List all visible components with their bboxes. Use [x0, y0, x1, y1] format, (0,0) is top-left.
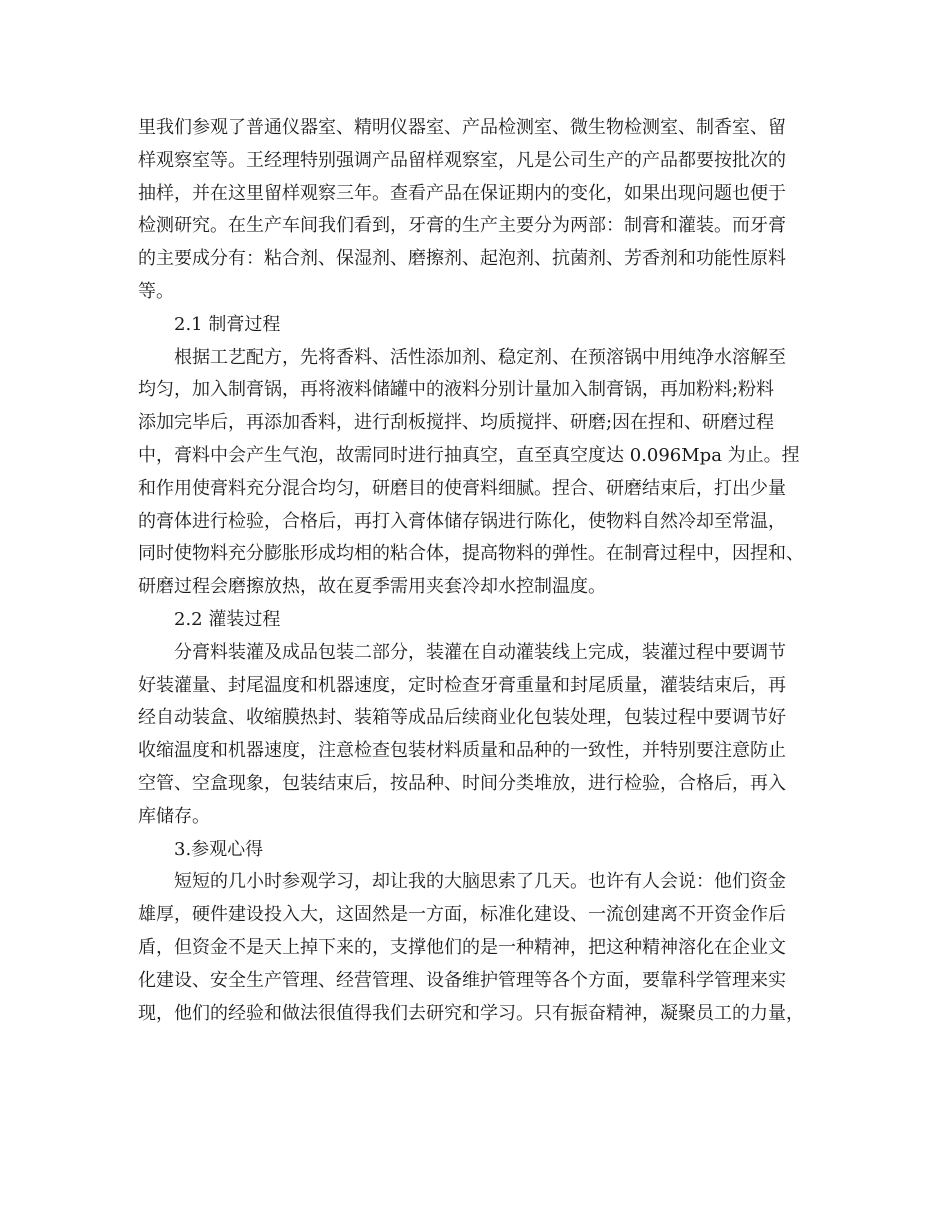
text-line: 雄厚，硬件建设投入大，这固然是一方面，标准化建设、一流创建离不开资金作后	[138, 904, 786, 926]
text-line: 分膏料装灌及成品包装二部分，装灌在自动灌装线上完成，装灌过程中要调节	[174, 641, 786, 663]
text-line: 空管、空盒现象，包装结束后，按品种、时间分类堆放，进行检验，合格后，再入	[138, 772, 786, 794]
section-heading-2-2: 2.2 灌装过程	[174, 608, 281, 630]
document-body	[138, 112, 818, 1030]
text-line: 好装灌量、封尾温度和机器速度，定时检查牙膏重量和封尾质量，灌装结束后，再	[138, 674, 786, 696]
text-line: 经自动装盒、收缩膜热封、装箱等成品后续商业化包装处理，包装过程中要调节好	[138, 707, 786, 729]
text-line: 均匀，加入制膏锅，再将液料储罐中的液料分别计量加入制膏锅，再加粉料;粉料	[138, 379, 775, 401]
text-line: 检测研究。在生产车间我们看到，牙膏的生产主要分为两部：制膏和灌装。而牙膏	[138, 215, 786, 237]
text-line: 收缩温度和机器速度，注意检查包装材料质量和品种的一致性，并特别要注意防止	[138, 740, 786, 762]
text-line: 短短的几小时参观学习，却让我的大脑思索了几天。也许有人会说：他们资金	[174, 871, 786, 893]
text-line: 的膏体进行检验，合格后，再打入膏体储存锅进行陈化，使物料自然冷却至常温，	[138, 510, 786, 532]
text-line: 的主要成分有：粘合剂、保湿剂、磨擦剂、起泡剂、抗菌剂、芳香剂和功能性原料	[138, 248, 786, 270]
text-line: 同时使物料充分膨胀形成均相的粘合体，提高物料的弹性。在制膏过程中，因捏和、	[138, 543, 804, 565]
section-heading-3: 3.参观心得	[174, 838, 264, 860]
text-line: 和作用使膏料充分混合均匀，研磨目的使膏料细腻。捏合、研磨结束后，打出少量	[138, 477, 786, 499]
text-line: 等。	[138, 280, 174, 302]
text-line: 根据工艺配方，先将香料、活性添加剂、稳定剂、在预溶锅中用纯净水溶解至	[174, 346, 786, 368]
text-line: 研磨过程会磨擦放热，故在夏季需用夹套冷却水控制温度。	[138, 576, 606, 598]
text-line: 抽样，并在这里留样观察三年。查看产品在保证期内的变化，如果出现问题也便于	[138, 182, 786, 204]
text-line: 添加完毕后，再添加香料，进行刮板搅拌、均质搅拌、研磨;因在捏和、研磨过程	[138, 412, 775, 434]
text-line: 化建设、安全生产管理、经营管理、设备维护管理等各个方面，要靠科学管理来实	[138, 969, 786, 991]
text-line: 盾，但资金不是天上掉下来的，支撑他们的是一种精神，把这种精神溶化在企业文	[138, 936, 786, 958]
section-heading-2-1: 2.1 制膏过程	[174, 313, 281, 335]
text-line: 中，膏料中会产生气泡，故需同时进行抽真空，直至真空度达 0.096Mpa 为止。捏	[138, 444, 800, 466]
text-line: 里我们参观了普通仪器室、精明仪器室、产品检测室、微生物检测室、制香室、留	[138, 117, 786, 138]
text-line: 现，他们的经验和做法很值得我们去研究和学习。只有振奋精神，凝聚员工的力量，	[138, 1002, 804, 1024]
text-line: 样观察室等。王经理特别强调产品留样观察室，凡是公司生产的产品都要按批次的	[138, 149, 786, 171]
text-line: 库储存。	[138, 805, 210, 827]
